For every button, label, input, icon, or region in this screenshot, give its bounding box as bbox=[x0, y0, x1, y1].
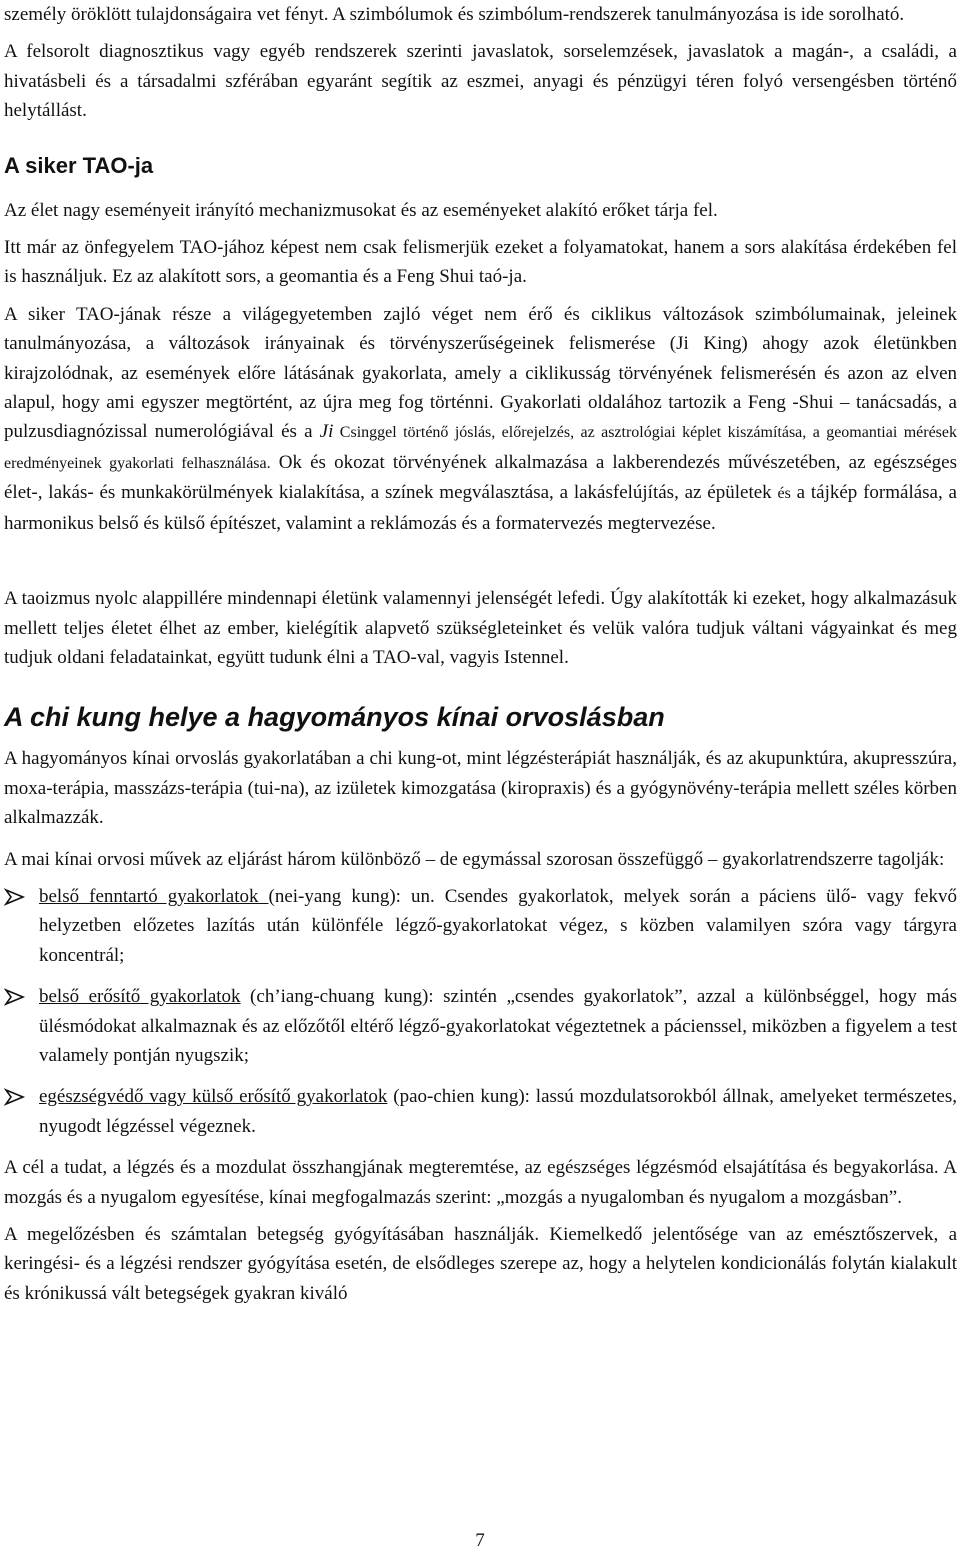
list-item-term: belső fenntartó gyakorlatok bbox=[39, 885, 269, 907]
tao-paragraph-1: Az élet nagy eseményeit irányító mechanizmusokat és az eseményeket alakító erőket tárja fel. bbox=[4, 199, 718, 221]
chi-paragraph-1: A hagyományos kínai orvoslás gyakorlatában a chi kung-ot, mint légzésterápiát használják, és az akupunktúra, akupresszúra, moxa-terápia, masszázs-terápia (tui-na), az izületek kimozgatása (kiropraxis) és a gyógynövény-terápia mellett széles körben alkalmazzák. bbox=[4, 748, 957, 829]
chi-paragraph-3: A cél a tudat, a légzés és a mozdulat összhangjának megteremtése, az egészséges légzésmód elsajátítása és begyakorlása. A mozgás és a nyugalom egyesítése, kínai megfogalmazás szerint: „mozgás a nyugalomban és nyugalom a mozgásban”. bbox=[4, 1157, 957, 1208]
arrow-bullet-icon bbox=[4, 882, 26, 911]
exercise-list bbox=[4, 882, 957, 1141]
tao-paragraph-3 bbox=[4, 300, 957, 538]
tao-p3-part-b: Csinggel történő jóslás, előrejelzés, az asztrológiai képlet kiszámítása, a geomantiai mérések eredményeinek gyakorlati felhasználása. bbox=[4, 424, 957, 472]
page-number: 7 bbox=[475, 1530, 485, 1551]
taoism-paragraph: A taoizmus nyolc alappillére mindennapi életünk valamennyi jelenségét lefedi. Úgy alakították ki ezeket, hogy alkalmazásuk mellett teljes életet élhet az ember, kielégítik alapvető szükségleteinket és velük valóra tudjuk váltani vágyainkat és meg tudjuk oldani feladatainkat, együtt tudunk élni a TAO-val, vagyis Istennel. bbox=[4, 588, 957, 668]
list-item-text: (ch’iang-chuang kung): szintén „csendes gyakorlatok”, azzal a különbséggel, hogy más ülésmódokat alkalmaznak és az előzőtől eltérő légző-gyakorlatokat végeztetnek a pácienssel, miközben a figyelem a test valamely pontján nyugszik; bbox=[39, 986, 957, 1066]
list-item bbox=[4, 1082, 957, 1141]
tao-p3-es: és bbox=[777, 485, 791, 503]
tao-p3-part-a: A siker TAO-jának része a világegyetemben zajló véget nem érő és ciklikus változások szimbólumainak, jeleinek tanulmányozása, a változások irányainak és törvényszerűségeinek felismerése (Ji King) ahogy azok életünkben kirajzolódnak, az események előre látásának gyakorlata, amely a ciklikusság törvényének felismerésén és azon az elven alapul, hogy ami egyszer megtörtént, az újra meg fog történni. Gyakorlati oldalához tartozik a Feng -Shui – tanácsadás, a pulzusdiagnózissal numerológiával és a bbox=[4, 303, 957, 443]
list-item bbox=[4, 982, 957, 1070]
tao-p3-part-d: a tájkép formálása, a harmonikus belső és külső építészet, valamint a reklámozás és a formatervezés megtervezése. bbox=[4, 482, 957, 534]
tao-p3-ji: Ji bbox=[319, 421, 334, 443]
tao-p3-part-c: Ok és okozat törvényének alkalmazása a lakberendezés művészetében, az egészséges élet-, lakás- és munkakörülmények kialakítása, a színek megválasztása, a lakásfelújítás, az épületek bbox=[4, 451, 957, 504]
section-heading-chi-kung: A chi kung helye a hagyományos kínai orvoslásban bbox=[4, 702, 665, 733]
tao-paragraph-2: Itt már az önfegyelem TAO-jához képest nem csak felismerjük ezeket a folyamatokat, hanem a sors alakítása érdekében fel is használjuk. Ez az alakított sors, a geomantia és a Feng Shui taó-ja. bbox=[4, 237, 957, 288]
arrow-bullet-icon bbox=[4, 1082, 26, 1111]
intro-paragraph-2: A felsorolt diagnosztikus vagy egyéb rendszerek szerinti javaslatok, sorselemzések, javaslatok a magán-, a családi, a hivatásbeli és a társadalmi szférában egyaránt segítik az eszmei, anyagi és pénzügyi téren folyó versengésben történő helytállást. bbox=[4, 41, 957, 122]
list-item-text: (pao-chien kung): lassú mozdulatsorokból állnak, amelyeket természetes, nyugodt légzéssel végeznek. bbox=[39, 1086, 957, 1137]
document-page bbox=[4, 0, 957, 1308]
chi-paragraph-2: A mai kínai orvosi művek az eljárást három különböző – de egymással szorosan összefüggő – gyakorlatrendszerre tagolják: bbox=[4, 848, 945, 870]
intro-paragraph-1: személy öröklött tulajdonságaira vet fényt. A szimbólumok és szimbólum-rendszerek tanulmányozása is ide sorolható. bbox=[4, 4, 905, 25]
list-item-term: egészségvédő vagy külső erősítő gyakorlatok bbox=[39, 1086, 388, 1108]
list-item-text: (nei-yang kung): un. Csendes gyakorlatok, melyek során a páciens ülő- vagy fekvő helyzetben előzetes lazítás után különféle légző-gyakorlatokat végez, s közben valamilyen szóra vagy tárgyra koncentrál; bbox=[39, 885, 957, 966]
chi-paragraph-4: A megelőzésben és számtalan betegség gyógyításában használják. Kiemelkedő jelentősége van az emésztőszervek, a keringési- és a légzési rendszer gyógyítása esetén, de elsődleges szerepe az, hogy a helytelen kondicionálás folytán kialakult és krónikussá vált betegségek gyakran kiváló bbox=[4, 1224, 957, 1304]
list-item bbox=[4, 882, 957, 970]
arrow-bullet-icon bbox=[4, 982, 26, 1011]
list-item-term: belső erősítő gyakorlatok bbox=[39, 986, 241, 1008]
section-heading-tao: A siker TAO-ja bbox=[4, 152, 154, 178]
